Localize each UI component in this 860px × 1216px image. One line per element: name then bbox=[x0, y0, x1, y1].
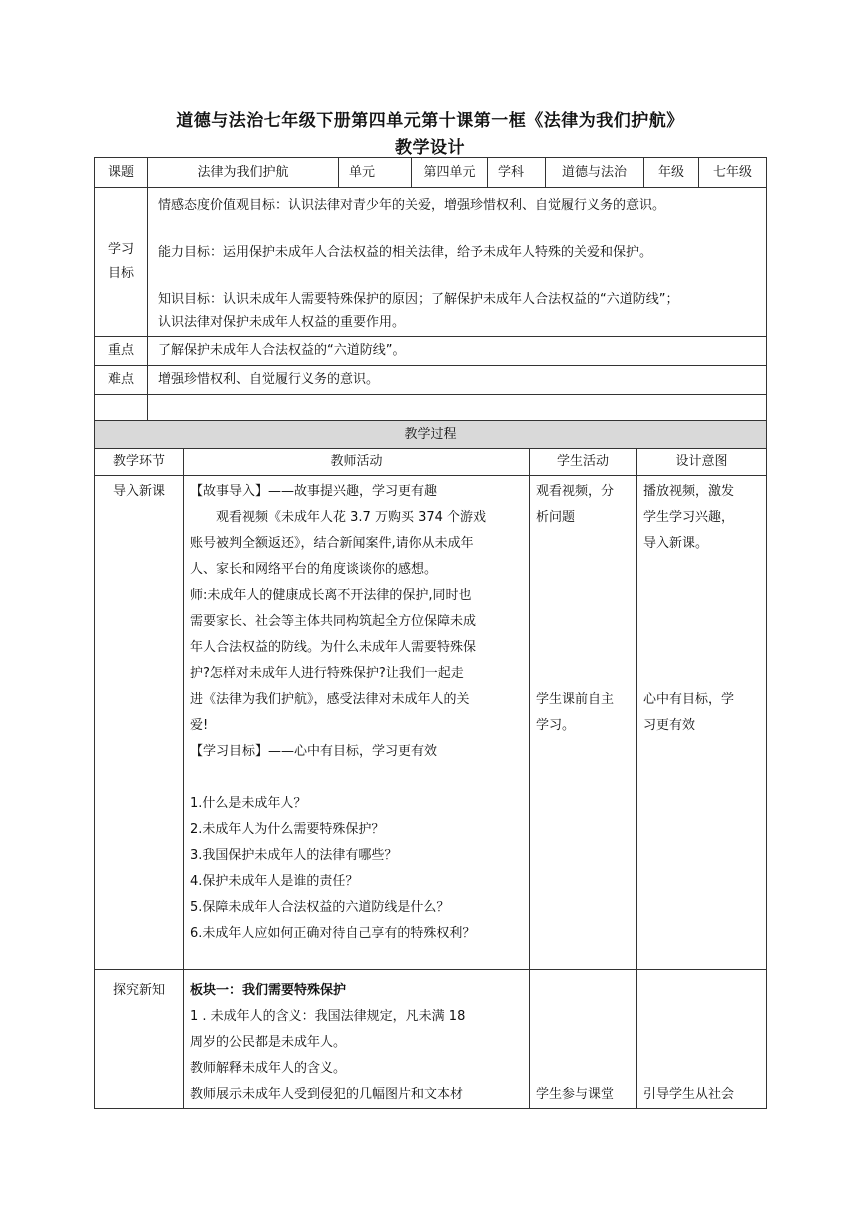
teacher-line: 【学习目标】——心中有目标，学习更有效 bbox=[190, 744, 438, 759]
student-line: 观看视频，分 bbox=[536, 484, 615, 499]
document-title: 道德与法治七年级下册第四单元第十课第一框《法律为我们护航》 bbox=[176, 111, 684, 131]
grade-label: 年级 bbox=[644, 158, 699, 188]
lesson-label: 课题 bbox=[95, 158, 148, 188]
goals-cell bbox=[148, 188, 767, 337]
teacher-line: 账号被判全额返还》，结合新闻案件,请你从未成年 bbox=[190, 536, 474, 551]
unit-label: 单元 bbox=[339, 158, 412, 188]
teacher-line: 【故事导入】——故事提兴趣，学习更有趣 bbox=[190, 484, 438, 499]
subject-label: 学科 bbox=[488, 158, 546, 188]
teacher-line: 教师解释未成年人的含义。 bbox=[190, 1061, 347, 1076]
process-section-title: 教学过程 bbox=[95, 421, 767, 449]
intent-line: 学生学习兴趣， bbox=[643, 510, 735, 525]
lesson-info-table bbox=[94, 157, 767, 424]
student-activity-intro bbox=[530, 476, 637, 970]
intent-line: 播放视频，激发 bbox=[643, 484, 735, 499]
key-point-label: 重点 bbox=[95, 337, 148, 366]
intent-line: 习更有效 bbox=[643, 718, 696, 733]
subject-value: 道德与法治 bbox=[546, 158, 644, 188]
teacher-activity-explore bbox=[184, 970, 530, 1109]
header-student-activity: 学生活动 bbox=[530, 449, 637, 476]
stage-explore: 探究新知 bbox=[95, 970, 184, 1109]
teacher-line: 人、家长和网络平台的角度谈谈你的感想。 bbox=[190, 562, 438, 577]
teacher-line: 1 . 未成年人的含义：我国法律规定，凡未满 18 bbox=[190, 1009, 466, 1024]
student-line: 学生课前自主 bbox=[536, 692, 615, 707]
teacher-line: 观看视频《未成年人花 3.7 万购买 374 个游戏 bbox=[216, 510, 487, 525]
question-item: 3.我国保护未成年人的法律有哪些？ bbox=[190, 848, 398, 863]
goal-knowledge-line1: 知识目标：认识未成年人需要特殊保护的原因；了解保护未成年人合法权益的“六道防线”； bbox=[158, 292, 679, 307]
teaching-process-table bbox=[94, 420, 767, 1109]
goals-label-line1: 学习 bbox=[107, 242, 134, 258]
goals-label-line2: 目标 bbox=[107, 266, 134, 281]
teacher-line: 师:未成年人的健康成长离不开法律的保护,同时也 bbox=[190, 588, 472, 603]
goal-knowledge-line2: 认识法律对保护未成年人权益的重要作用。 bbox=[158, 315, 406, 330]
header-teacher-activity: 教师活动 bbox=[184, 449, 530, 476]
design-intent-intro bbox=[637, 476, 767, 970]
key-point-value: 了解保护未成年人合法权益的“六道防线”。 bbox=[148, 337, 767, 366]
difficulty-label: 难点 bbox=[95, 366, 148, 395]
question-item: 6.未成年人应如何正确对待自己享有的特殊权利？ bbox=[190, 926, 476, 941]
teacher-line: 护?怎样对未成年人进行特殊保护?让我们一起走 bbox=[190, 666, 464, 681]
teacher-line: 爱! bbox=[190, 718, 209, 733]
student-line: 学习。 bbox=[536, 718, 576, 733]
teacher-line: 年人合法权益的防线。为什么未成年人需要特殊保 bbox=[190, 640, 477, 655]
design-intent-explore: 引导学生从社会 bbox=[637, 970, 767, 1109]
teacher-line: 教师展示未成年人受到侵犯的几幅图片和文本材 bbox=[190, 1087, 464, 1102]
teacher-line: 周岁的公民都是未成年人。 bbox=[190, 1035, 347, 1050]
student-activity-explore: 学生参与课堂 bbox=[530, 970, 637, 1109]
goal-ability: 能力目标：运用保护未成年人合法权益的相关法律，给予未成年人特殊的关爱和保护。 bbox=[158, 245, 653, 260]
teacher-blank-line bbox=[190, 765, 523, 791]
unit-value: 第四单元 bbox=[412, 158, 488, 188]
stage-intro: 导入新课 bbox=[95, 476, 184, 970]
intent-line: 导入新课。 bbox=[643, 536, 709, 551]
teacher-line: 需要家长、社会等主体共同构筑起全方位保障未成 bbox=[190, 614, 477, 629]
lesson-value: 法律为我们护航 bbox=[148, 158, 339, 188]
header-design-intent: 设计意图 bbox=[637, 449, 767, 476]
header-stage: 教学环节 bbox=[95, 449, 184, 476]
question-item: 2.未成年人为什么需要特殊保护？ bbox=[190, 822, 385, 837]
teacher-activity-intro bbox=[184, 476, 530, 970]
document-subtitle: 教学设计 bbox=[395, 138, 465, 158]
difficulty-value: 增强珍惜权利、自觉履行义务的意识。 bbox=[148, 366, 767, 395]
student-line: 析问题 bbox=[536, 510, 576, 525]
teacher-line: 进《法律为我们护航》，感受法律对未成年人的关 bbox=[190, 692, 470, 707]
question-item: 4.保护未成年人是谁的责任？ bbox=[190, 874, 359, 889]
block-title: 板块一：我们需要特殊保护 bbox=[190, 983, 347, 998]
goal-attitude: 情感态度价值观目标：认识法律对青少年的关爱，增强珍惜权利、自觉履行义务的意识。 bbox=[158, 198, 666, 213]
question-item: 1.什么是未成年人？ bbox=[190, 796, 307, 811]
table-row-intro bbox=[95, 476, 767, 970]
question-item: 5.保障未成年人合法权益的六道防线是什么？ bbox=[190, 900, 450, 915]
grade-value: 七年级 bbox=[699, 158, 767, 188]
goals-label bbox=[95, 188, 148, 337]
intent-line: 心中有目标，学 bbox=[643, 692, 735, 707]
table-row-explore bbox=[95, 970, 767, 1109]
